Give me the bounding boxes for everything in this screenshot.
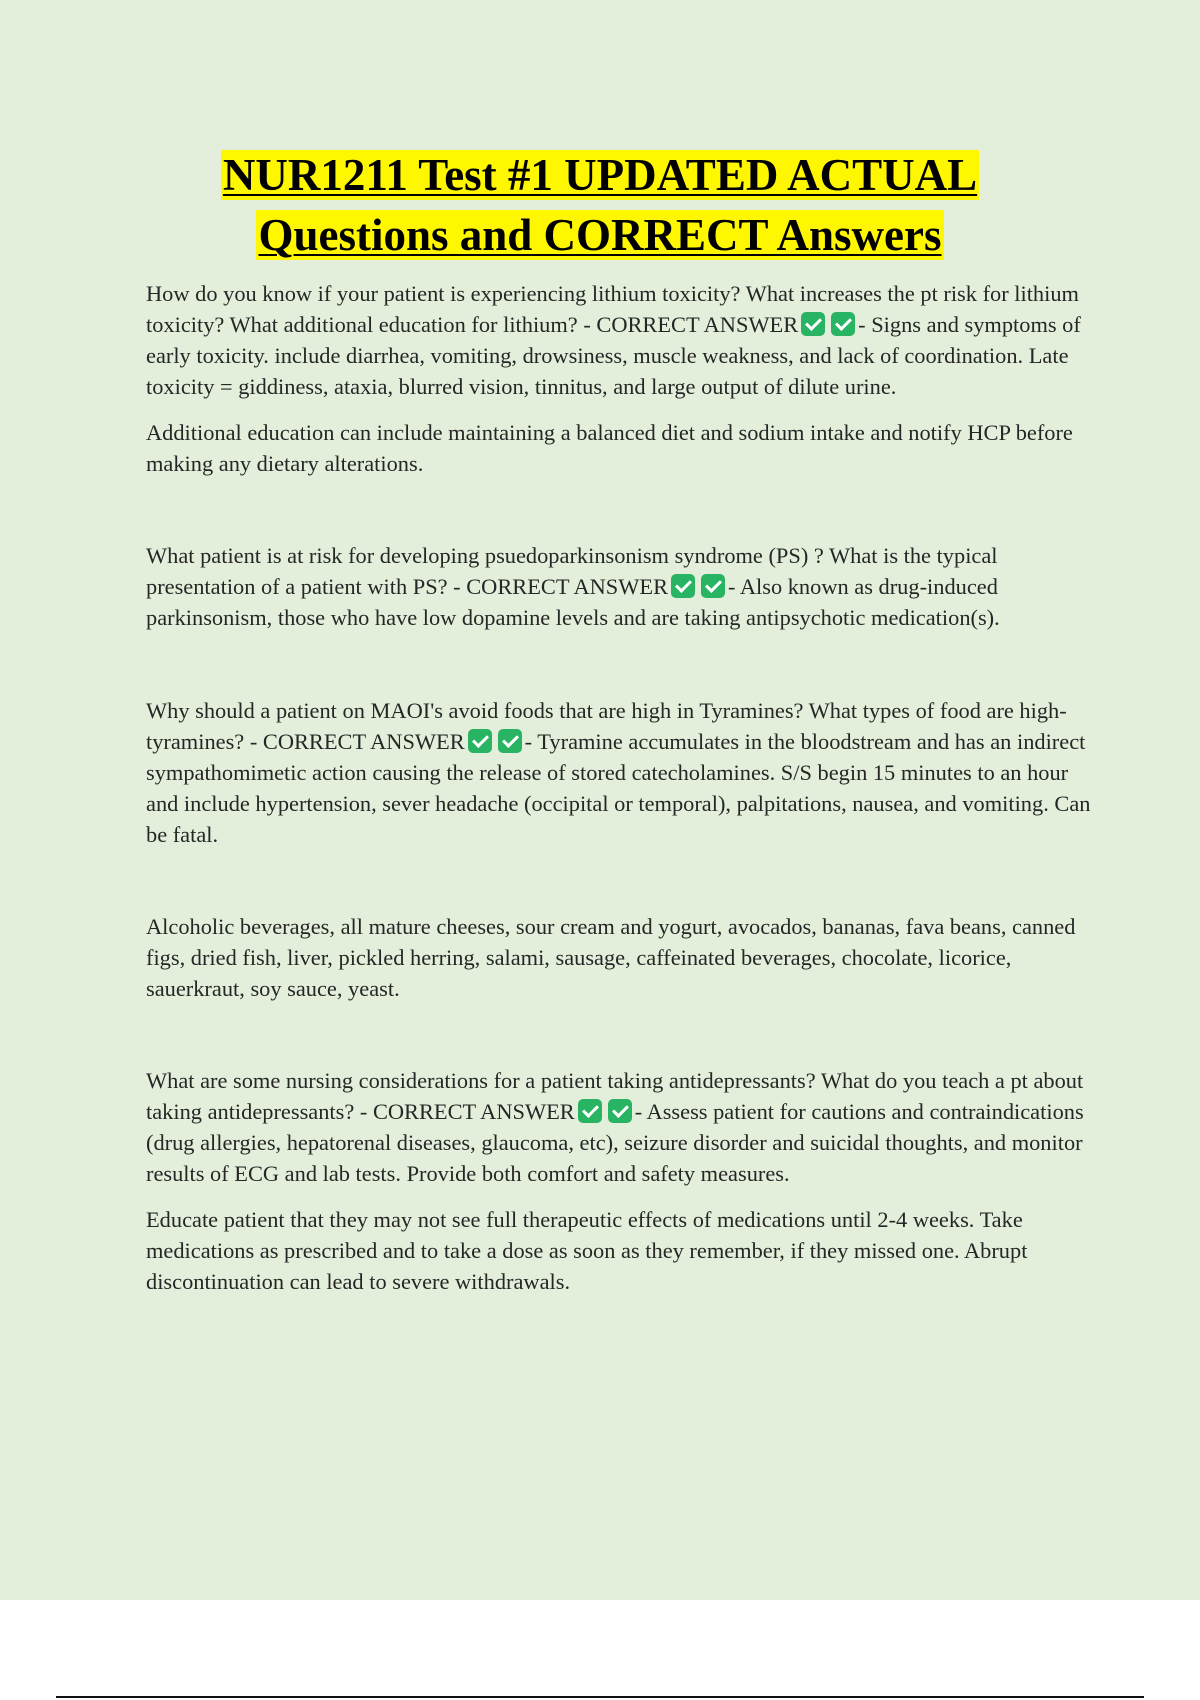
title-line-2: Questions and CORRECT Answers [258, 210, 942, 260]
check-box-icon [671, 574, 695, 598]
question-text: What patient is at risk for developing psuedoparkinsonism syndrome (PS) ? What is the typical presentation of a patient with PS? - [146, 543, 998, 599]
answer-text: - Also known as drug-induced parkinsonism, those who have low dopamine levels and are taking antipsychotic medication(s). [146, 574, 1000, 630]
question-text: How do you know if your patient is experiencing lithium toxicity? What increases the pt risk for lithium toxicity? What additional education for lithium? - [146, 281, 1079, 337]
qa-item [146, 1065, 1092, 1189]
check-box-icon [578, 1099, 602, 1123]
check-box-icon [498, 729, 522, 753]
answer-extra-paragraph: Alcoholic beverages, all mature cheeses, sour cream and yogurt, avocados, bananas, fava beans, canned figs, dried fish, liver, pickled herring, salami, sausage, caffeinated beverages, chocolate, licorice, sauerkraut, soy sauce, yeast. [146, 914, 1076, 1001]
qa-item [146, 695, 1092, 850]
answer-label: CORRECT ANSWER [372, 1099, 575, 1124]
check-box-icon [801, 312, 825, 336]
answer-text: - Signs and symptoms of early toxicity. include diarrhea, vomiting, drowsiness, muscle weakness, and lack of coordination. Late toxicity = giddiness, ataxia, blurred vision, tinnitus, and large output of dilute urine. [146, 312, 1081, 399]
check-box-icon [608, 1099, 632, 1123]
check-box-icon [468, 729, 492, 753]
check-box-icon [701, 574, 725, 598]
document-title [0, 145, 1200, 265]
answer-label: CORRECT ANSWER [466, 574, 669, 599]
answer-text: - Assess patient for cautions and contraindications (drug allergies, hepatorenal diseases, glaucoma, etc), seizure disorder and suicidal thoughts, and monitor results of ECG and lab tests. Provide both comfort and safety measures. [146, 1099, 1084, 1186]
check-box-icon [831, 312, 855, 336]
qa-content [146, 278, 1092, 1297]
qa-item [146, 540, 1092, 633]
qa-item [146, 278, 1092, 402]
answer-text: - Tyramine accumulates in the bloodstream and has an indirect sympathomimetic action causing the release of stored catecholamines. S/S begin 15 minutes to an hour and include hypertension, sever headache (occipital or temporal), palpitations, nausea, and vomiting. Can be fatal. [146, 729, 1091, 847]
title-line-1: NUR1211 Test #1 UPDATED ACTUAL [222, 150, 978, 200]
answer-label: CORRECT ANSWER [596, 312, 799, 337]
answer-extra-paragraph: Additional education can include maintaining a balanced diet and sodium intake and notify HCP before making any dietary alterations. [146, 420, 1073, 476]
answer-extra-paragraph: Educate patient that they may not see full therapeutic effects of medications until 2-4 weeks. Take medications as prescribed and to take a dose as soon as they remember, if they missed one. Abrupt discontinuation can lead to severe withdrawals. [146, 1207, 1028, 1294]
question-text: Why should a patient on MAOI's avoid foods that are high in Tyramines? What types of food are high-tyramines? - [146, 698, 1067, 754]
question-text: What are some nursing considerations for a patient taking antidepressants? What do you teach a pt about taking antidepressants? - [146, 1068, 1084, 1124]
answer-label: CORRECT ANSWER [262, 729, 465, 754]
page-divider [56, 1696, 1144, 1698]
